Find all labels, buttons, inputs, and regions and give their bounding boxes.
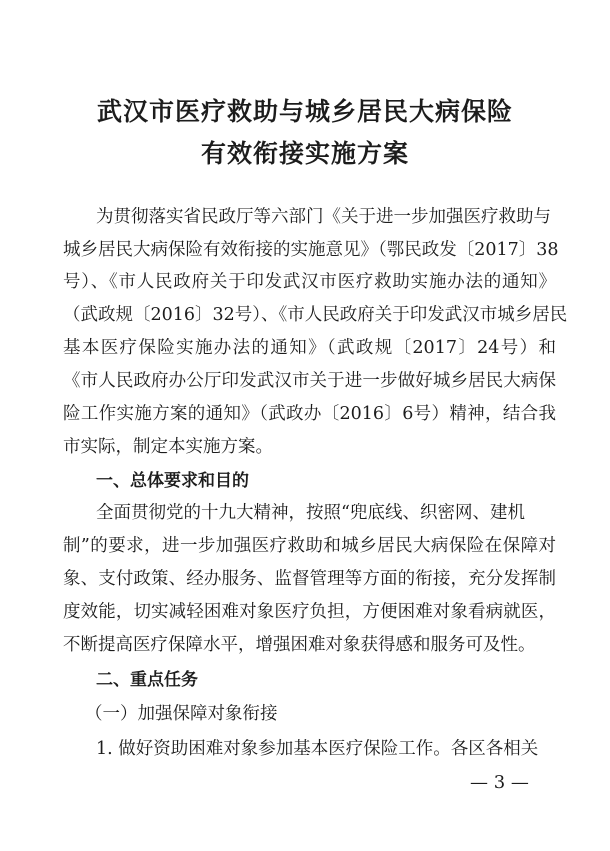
section-heading-2: 二、重点任务 [96,670,198,690]
section-1-line: 象、支付政策、经办服务、监督管理等方面的衔接，充分发挥制 [63,569,556,589]
section-1-line: 不断提高医疗保障水平，增强困难对象获得感和服务可及性。 [63,635,536,655]
section-1-line: 全面贯彻党的十九大精神，按照“兜底线、织密网、建机 [96,503,525,523]
section-1-line: 度效能，切实减轻困难对象医疗负担，方便困难对象看病就医， [63,602,556,622]
section-heading-1: 一、总体要求和目的 [96,471,249,491]
intro-line: （武政规〔2016〕32号）、《市人民政府关于印发武汉市城乡居民 [63,305,568,325]
intro-line: 号）、《市人民政府关于印发武汉市医疗救助实施办法的通知》 [63,272,556,292]
intro-line: 基本医疗保险实施办法的通知》（武政规〔2017〕24号）和 [63,338,556,358]
document-title-line-1: 武汉市医疗救助与城乡居民大病保险 [96,97,513,126]
intro-line: 城乡居民大病保险有效衔接的实施意见》（鄂民政发〔2017〕38 [63,240,559,260]
intro-line: 险工作实施方案的通知》（武政办〔2016〕6号）精神，结合我 [63,404,556,424]
intro-line: 市实际，制定本实施方案。 [63,437,273,457]
item-1-line: 1. 做好资助困难对象参加基本医疗保险工作。各区各相关 [96,739,539,759]
intro-line: 为贯彻落实省民政厅等六部门《关于进一步加强医疗救助与 [96,207,551,227]
document-title-line-2: 有效衔接实施方案 [200,139,409,168]
page-number: — 3 — [470,772,529,793]
subsection-heading-1: （一）加强保障对象衔接 [85,704,278,724]
intro-line: 《市人民政府办公厅印发武汉市关于进一步做好城乡居民大病保 [63,371,556,391]
section-1-line: 制”的要求，进一步加强医疗救助和城乡居民大病保险在保障对 [63,536,556,556]
